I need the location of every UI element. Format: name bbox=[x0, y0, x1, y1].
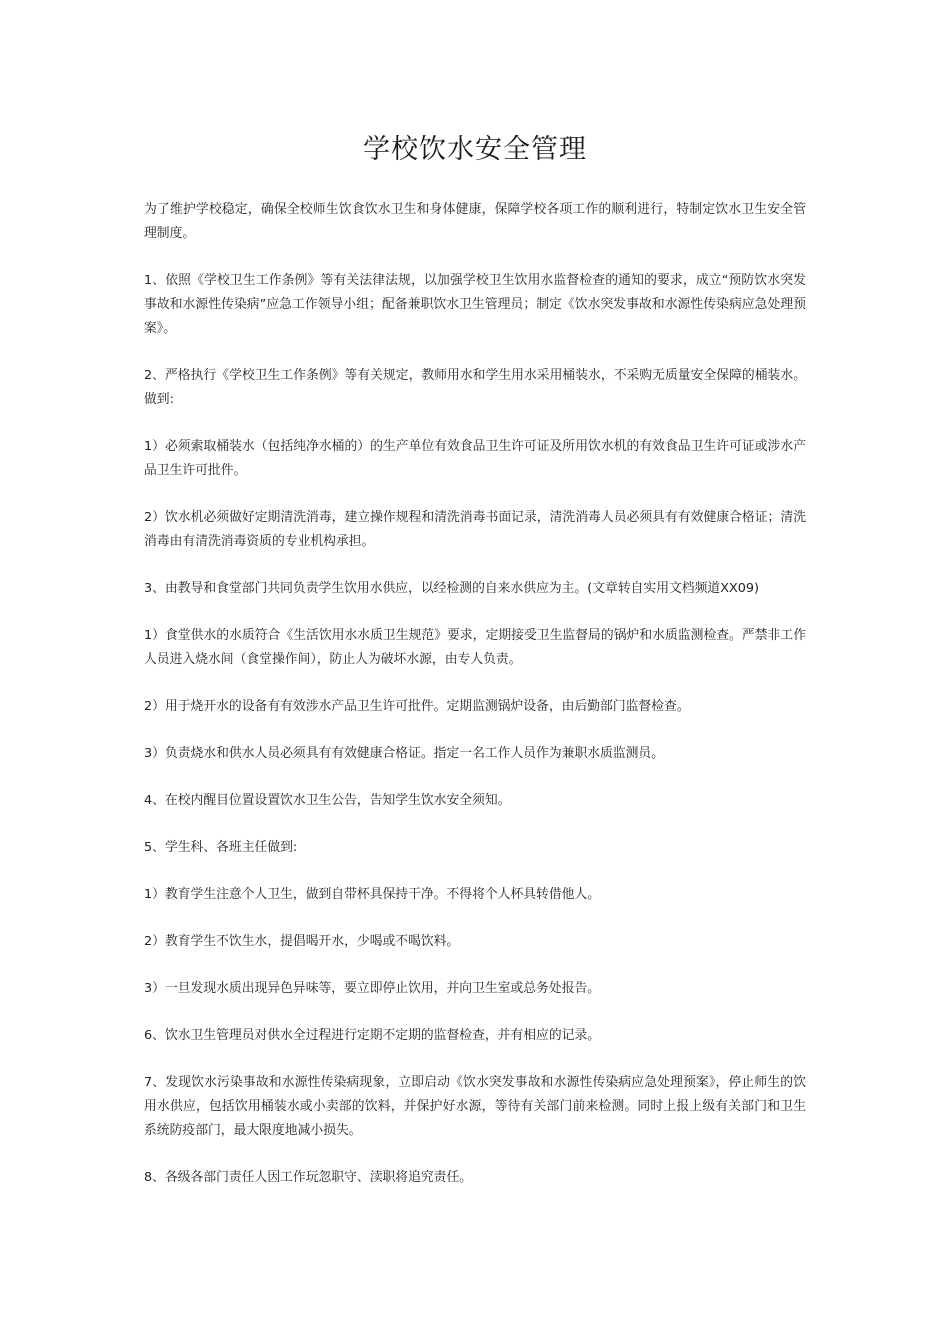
paragraph-item-3-2: 2）用于烧开水的设备有有效涉水产品卫生许可批件。定期监测锅炉设备，由后勤部门监督检查。 bbox=[144, 699, 690, 714]
paragraph-intro: 为了维护学校稳定，确保全校师生饮食饮水卫生和身体健康，保障学校各项工作的顺利进行，特制定饮水卫生安全管理制度。 bbox=[144, 202, 806, 241]
document-title: 学校饮水安全管理 bbox=[363, 134, 587, 165]
paragraph-item-1: 1、依照《学校卫生工作条例》等有关法律法规，以加强学校卫生饮用水监督检查的通知的要求，成立“预防饮水突发事故和水源性传染病”应急工作领导小组；配备兼职饮水卫生管理员；制定《饮水突发事故和水源性传染病应急处理预案》。 bbox=[144, 273, 806, 336]
paragraph-item-3-3: 3）负责烧水和供水人员必须具有有效健康合格证。指定一名工作人员作为兼职水质监测员。 bbox=[144, 746, 665, 761]
paragraph-item-5-2: 2）教育学生不饮生水，提倡喝开水，少喝或不喝饮料。 bbox=[144, 934, 460, 949]
paragraph-item-6: 6、饮水卫生管理员对供水全过程进行定期不定期的监督检查，并有相应的记录。 bbox=[144, 1028, 601, 1043]
document-body bbox=[144, 198, 806, 1213]
paragraph-item-7: 7、发现饮水污染事故和水源性传染病现象，立即启动《饮水突发事故和水源性传染病应急处理预案》，停止师生的饮用水供应，包括饮用桶装水或小卖部的饮料，并保护好水源，等待有关部门前来检测。同时上报上级有关部门和卫生系统防疫部门，最大限度地减小损失。 bbox=[144, 1075, 806, 1138]
paragraph-item-3: 3、由教导和食堂部门共同负责学生饮用水供应，以经检测的自来水供应为主。(文章转自实用文档频道XX09) bbox=[144, 581, 760, 596]
paragraph-item-3-1: 1）食堂供水的水质符合《生活饮用水水质卫生规范》要求，定期接受卫生监督局的锅炉和水质监测检查。严禁非工作人员进入烧水间（食堂操作间），防止人为破坏水源，由专人负责。 bbox=[144, 628, 806, 667]
paragraph-item-8: 8、各级各部门责任人因工作玩忽职守、渎职将追究责任。 bbox=[144, 1170, 473, 1185]
paragraph-item-2-2: 2）饮水机必须做好定期清洗消毒，建立操作规程和清洗消毒书面记录，清洗消毒人员必须具有有效健康合格证；清洗消毒由有清洗消毒资质的专业机构承担。 bbox=[144, 510, 806, 549]
paragraph-item-2-1: 1）必须索取桶装水（包括纯净水桶的）的生产单位有效食品卫生许可证及所用饮水机的有效食品卫生许可证或涉水产品卫生许可批件。 bbox=[144, 439, 806, 478]
paragraph-item-5-1: 1）教育学生注意个人卫生，做到自带杯具保持干净。不得将个人杯具转借他人。 bbox=[144, 887, 601, 902]
paragraph-item-5-3: 3）一旦发现水质出现异色异味等，要立即停止饮用，并向卫生室或总务处报告。 bbox=[144, 981, 601, 996]
paragraph-item-5: 5、学生科、各班主任做到: bbox=[144, 840, 298, 855]
paragraph-item-4: 4、在校内醒目位置设置饮水卫生公告，告知学生饮水安全须知。 bbox=[144, 793, 511, 808]
paragraph-item-2: 2、严格执行《学校卫生工作条例》等有关规定，教师用水和学生用水采用桶装水，不采购无质量安全保障的桶装水。做到: bbox=[144, 368, 806, 407]
